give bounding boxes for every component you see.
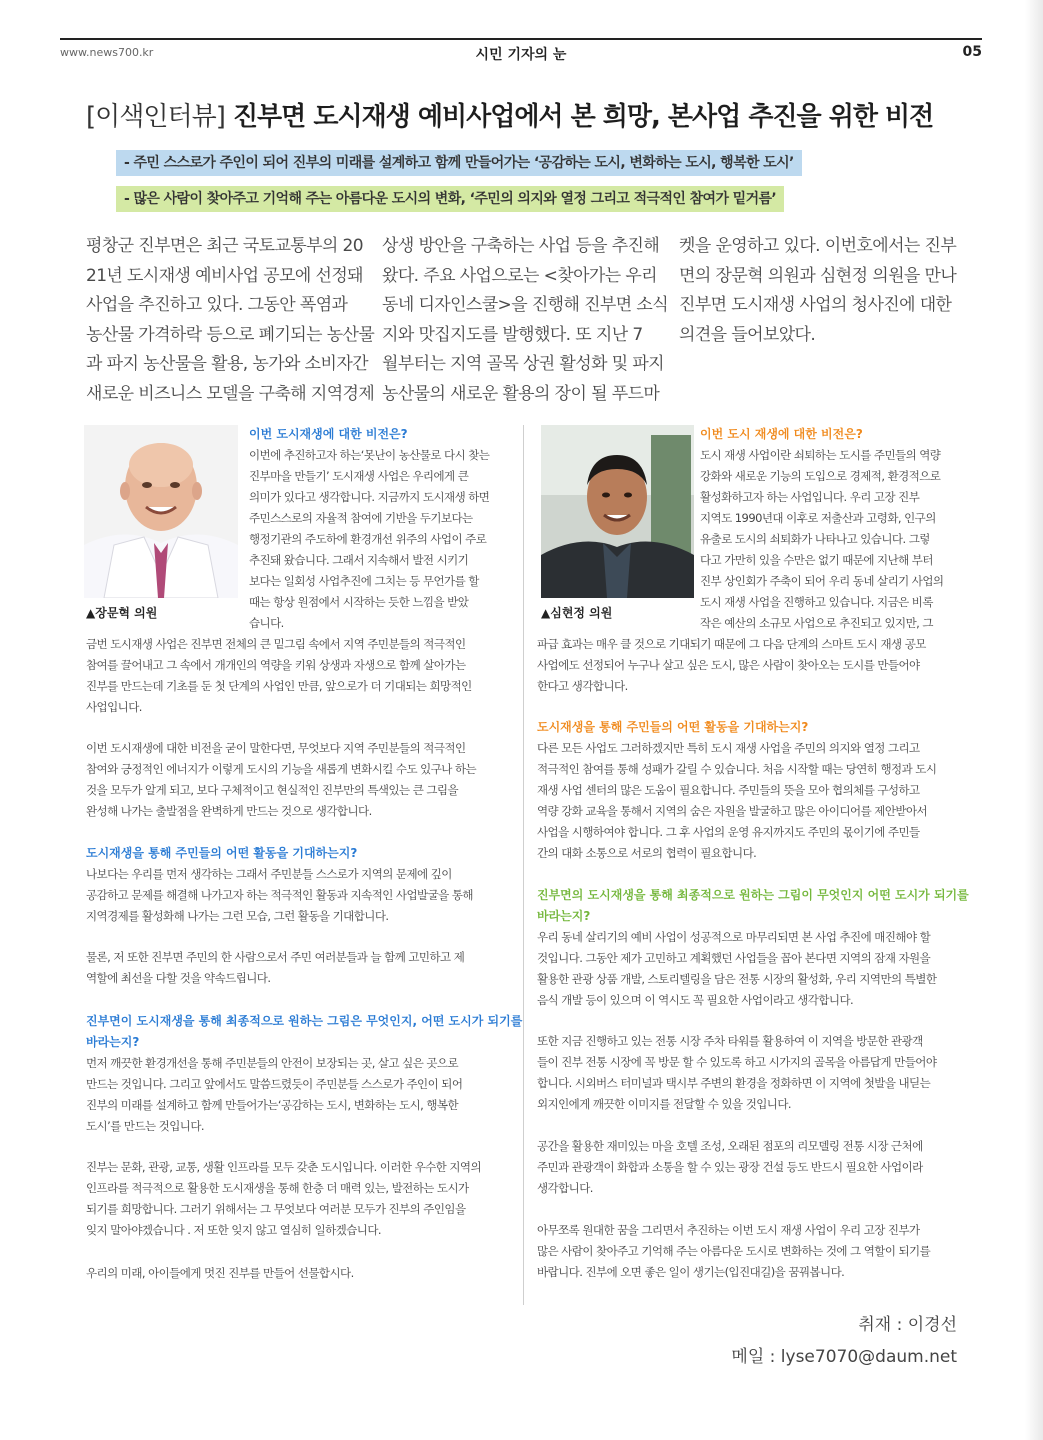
text-line: 이번에 추진하고자 하는‘못난이 농산물로 다시 찾는	[249, 448, 490, 462]
text-line: 역량 강화 교육을 통해서 지역의 숨은 자원을 발굴하고 많은 아이디어를 제안받아서	[537, 804, 928, 818]
reporter-email[interactable]: 메일 : lyse7070@daum.net	[731, 1347, 957, 1367]
text-line: 보다는 일회성 사업추진에 그치는 등 무언가를 할	[249, 574, 479, 588]
right-answer-3	[537, 927, 936, 1011]
right-answer-2	[537, 738, 936, 864]
left-answer-3	[86, 1053, 462, 1137]
lead-line: 켓을 운영하고 있다. 이번호에서는 진부	[679, 236, 957, 256]
header-section: 시민 기자의 눈	[475, 47, 567, 63]
caption-shim: ▲심현정 의원	[541, 606, 613, 620]
text-line: 다른 모든 사업도 그러하겠지만 특히 도시 재생 사업을 주민의 의지와 열정 그리고	[537, 741, 920, 755]
right-answer-3-more	[537, 1031, 936, 1115]
text-line: 합니다. 시외버스 터미널과 택시부 주변의 환경을 정화하면 이 지역에 첫발을 내딛는	[537, 1076, 931, 1090]
portrait-jang	[84, 425, 238, 598]
reporter-credit: 취재 : 이경선	[858, 1315, 957, 1335]
lead-line: 왔다. 주요 사업으로는 <찾아가는 우리	[382, 265, 657, 286]
text-line: 진부를 만드는데 기초를 둔 첫 단계의 사업인 만큼, 앞으로가 더 기대되는 희망적인	[86, 679, 472, 693]
lead-column-3	[679, 232, 956, 350]
left-answer-2-more	[86, 947, 464, 989]
right-answer-1-full	[537, 634, 926, 697]
text-line: 것입니다. 그동안 제가 고민하고 계획했던 사업들을 꼽아 본다면 지역의 잠재 자원을	[537, 951, 931, 965]
text-line: 진부 상인회가 주축이 되어 우리 동네 살리기 사업의	[700, 574, 944, 588]
lead-line: 농산물 가격하락 등으로 폐기되는 농산물	[86, 324, 375, 345]
text-line: 금번 도시재생 사업은 진부면 전체의 큰 밑그림 속에서 지역 주민분들의 적극적인	[86, 637, 466, 651]
article-tag: [이색인터뷰]	[86, 102, 225, 132]
left-answer-1-full	[86, 634, 472, 718]
lead-column-1	[86, 232, 374, 409]
text-line: 의미가 있다고 생각합니다. 지금까지 도시재생 하면	[249, 490, 490, 504]
question-line: 바라는지?	[86, 1035, 140, 1049]
text-line: 물론, 저 또한 진부면 주민의 한 사람으로서 주민 여러분들과 늘 함께 고민하고 제	[86, 950, 465, 964]
left-question-1: 이번 도시재생에 대한 비전은?	[249, 427, 408, 441]
text-line: 참여를 끌어내고 그 속에서 개개인의 역량을 키워 상생과 자생으로 함께 살아가는	[86, 658, 466, 672]
text-line: 만드는 것입니다. 그리고 앞에서도 말씀드렸듯이 주민분들 스스로가 주인이 되어	[86, 1077, 463, 1091]
right-question-3	[537, 885, 969, 927]
text-line: 한다고 생각합니다.	[537, 679, 628, 693]
question-line: 바라는지?	[537, 909, 591, 923]
text-line: 들이 진부 전통 시장에 꼭 방문 할 수 있도록 하고 시가지의 골목을 아름답게 만들어야	[537, 1055, 937, 1069]
text-line: 완성해 나가는 출발점을 완벽하게 만드는 것으로 생각합니다.	[86, 804, 372, 818]
text-line: 행정기관의 주도하에 환경개선 위주의 사업이 주로	[249, 532, 487, 546]
left-answer-1-beside	[249, 445, 489, 634]
question-line: 진부면이 도시재생을 통해 최종적으로 원하는 그림은 무엇인지, 어떤 도시가 되기를	[86, 1014, 523, 1028]
text-line: 습니다.	[249, 616, 284, 630]
lead-line: 농산물의 새로운 활용의 장이 될 푸드마	[382, 383, 660, 404]
text-line: 생각합니다.	[537, 1181, 593, 1195]
text-line: 공간을 활용한 재미있는 마을 호텔 조성, 오래된 점포의 리모델링 전통 시장 근처에	[537, 1139, 923, 1153]
text-line: 아무쪼록 원대한 꿈을 그리면서 추진하는 이번 도시 재생 사업이 우리 고장 진부가	[537, 1223, 920, 1237]
right-question-2: 도시재생을 통해 주민들의 어떤 활동을 기대하는지?	[537, 720, 809, 734]
lead-line: 면의 장문혁 의원과 심현정 의원을 만나	[679, 265, 957, 286]
lead-line: 평창군 진부면은 최근 국토교통부의 20	[86, 236, 363, 256]
left-closing	[86, 1263, 354, 1284]
left-question-3	[86, 1011, 522, 1053]
lead-line: 새로운 비즈니스 모델을 구축해 지역경제	[86, 383, 375, 404]
right-question-1: 이번 도시 재생에 대한 비전은?	[700, 427, 863, 441]
text-line: 작은 예산의 소규모 사업으로 추진되고 있지만, 그	[700, 616, 933, 630]
text-line: 바랍니다. 진부에 오면 좋은 일이 생기는(입진대길)을 꿈꿔봅니다.	[537, 1265, 845, 1279]
right-answer-3-more3	[537, 1220, 930, 1283]
text-line: 인프라를 적극적으로 활용한 도시재생을 통해 한층 더 매력 있는, 발전하는 도시가	[86, 1181, 469, 1195]
text-line: 이번 도시재생에 대한 비전을 굳이 말한다면, 무엇보다 지역 주민분들의 적극적인	[86, 741, 466, 755]
text-line: 역할에 최선을 다할 것을 약속드립니다.	[86, 971, 271, 985]
text-line: 유출로 도시의 쇠퇴화가 나타나고 있습니다. 그렇	[700, 532, 930, 546]
text-line: 활용한 관광 상품 개발, 스토리텔링을 담은 전통 시장의 활성화, 우리 지역만의 특별한	[537, 972, 937, 986]
lead-line: 사업을 추진하고 있다. 그동안 폭염과	[86, 295, 348, 315]
text-line: 외지인에게 깨끗한 이미지를 전달할 수 있을 것입니다.	[537, 1097, 792, 1111]
lead-line: 월부터는 지역 골목 상권 활성화 및 파지	[382, 354, 664, 374]
text-line: 잊지 말아야겠습니다 . 저 또한 잊지 않고 열심히 일하겠습니다.	[86, 1223, 382, 1237]
left-question-2: 도시재생을 통해 주민들의 어떤 활동을 기대하는지?	[86, 846, 358, 860]
lead-line: 상생 방안을 구축하는 사업 등을 추진해	[382, 236, 660, 256]
text-line: 지역도 1990년대 이후로 저출산과 고령화, 인구의	[700, 511, 936, 525]
text-line: 도시 재생 사업을 진행하고 있습니다. 지금은 비록	[700, 595, 933, 609]
portrait-shim-illustration	[541, 425, 694, 598]
text-line: 많은 사람이 찾아주고 기억해 주는 아름다운 도시로 변화하는 것에 그 역할이 되기를	[537, 1244, 931, 1258]
column-divider	[523, 425, 524, 1305]
text-line: 다고 가만히 있을 수만은 없기 때문에 지난해 부터	[700, 553, 933, 567]
lead-line: 과 파지 농산물을 활용, 농가와 소비자간	[86, 354, 368, 374]
page-header	[60, 38, 982, 64]
text-line: 나보다는 우리를 먼저 생각하는 그래서 주민분들 스스로가 지역의 문제에 깊이	[86, 867, 452, 881]
text-line: 지역경제를 활성화해 나가는 그런 모습, 그런 활동을 기대합니다.	[86, 909, 389, 923]
text-line: 것을 모두가 알게 되고, 보다 구체적이고 현실적인 진부만의 특색있는 큰 그림을	[86, 783, 459, 797]
left-answer-3-more	[86, 1157, 481, 1241]
text-line: 강화와 새로운 기능의 도입으로 경제적, 환경적으로	[700, 469, 941, 483]
text-line: 우리의 미래, 아이들에게 멋진 진부를 만들어 선물합시다.	[86, 1266, 354, 1280]
text-line: 간의 대화 소통으로 서로의 협력이 필요합니다.	[537, 846, 757, 860]
left-answer-1-more	[86, 738, 476, 822]
subtitle-1: - 주민 스스로가 주인이 되어 진부의 미래를 설계하고 함께 만들어가는 ‘공감하는 도시, 변화하는 도시, 행복한 도시’	[116, 150, 802, 176]
page-edge-shadow	[1025, 0, 1043, 1440]
text-line: 우리 동네 살리기의 예비 사업이 성공적으로 마무리되면 본 사업 추진에 매진해야 할	[537, 930, 931, 944]
lead-line: 의견을 들어보았다.	[679, 324, 816, 345]
text-line: 도시 재생 사업이란 쇠퇴하는 도시를 주민들의 역량	[700, 448, 941, 462]
text-line: 주민스스로의 자율적 참여에 기반을 두기보다는	[249, 511, 473, 525]
portrait-jang-illustration	[84, 425, 238, 598]
right-answer-3-more2	[537, 1136, 923, 1199]
right-answer-1-beside	[700, 445, 943, 634]
text-line: 사업입니다.	[86, 700, 142, 714]
text-line: 파급 효과는 매우 클 것으로 기대되기 때문에 그 다음 단계의 스마트 도시 재생 공모	[537, 637, 926, 651]
left-answer-2	[86, 864, 473, 927]
text-line: 되기를 희망합니다. 그러기 위해서는 그 무엇보다 여러분 모두가 진부의 주인임을	[86, 1202, 466, 1216]
lead-column-2	[382, 232, 668, 409]
question-line: 진부면의 도시재생을 통해 최종적으로 원하는 그림이 무엇인지 어떤 도시가 되기를	[537, 888, 969, 902]
text-line: 주민과 관광객이 화합과 소통을 할 수 있는 광장 건설 등도 반드시 필요한 사업이라	[537, 1160, 923, 1174]
text-line: 음식 개발 등이 있으며 이 역시도 꼭 필요한 사업이라고 생각합니다.	[537, 993, 854, 1007]
caption-jang: ▲장문혁 의원	[86, 606, 158, 620]
text-line: 때는 항상 원점에서 시작하는 듯한 느낌을 받았	[249, 595, 469, 609]
text-line: 참여와 긍정적인 에너지가 이렇게 도시의 기능을 새롭게 변화시킬 수도 있구나 하는	[86, 762, 477, 776]
text-line: 사업을 시행하여야 합니다. 그 후 사업의 운영 유지까지도 주민의 몫이기에 주민들	[537, 825, 920, 839]
text-line: 진부는 문화, 관광, 교통, 생활 인프라를 모두 갖춘 도시입니다. 이러한 우수한 지역의	[86, 1160, 482, 1174]
text-line: 사업에도 선정되어 누구나 살고 싶은 도시, 많은 사람이 찾아오는 도시를 만들어야	[537, 658, 920, 672]
page-number: 05	[962, 44, 982, 60]
text-line: 공감하고 문제를 해결해 나가고자 하는 적극적인 활동과 지속적인 사업발굴을 통해	[86, 888, 473, 902]
portrait-shim	[541, 425, 694, 598]
subtitle-2: - 많은 사람이 찾아주고 기억해 주는 아름다운 도시의 변화, ‘주민의 의지와 열정 그리고 적극적인 참여가 밑거름’	[116, 186, 784, 212]
text-line: 활성화하고자 하는 사업입니다. 우리 고장 진부	[700, 490, 920, 504]
article-headline: 진부면 도시재생 예비사업에서 본 희망, 본사업 추진을 위한 비전	[232, 102, 934, 132]
text-line: 재생 사업 센터의 많은 도움이 필요합니다. 주민들의 뜻을 모아 협의체를 구성하고	[537, 783, 920, 797]
lead-line: 지와 맛집지도를 발행했다. 또 지난 7	[382, 324, 643, 345]
lead-line: 진부면 도시재생 사업의 청사진에 대한	[679, 295, 952, 315]
article-title	[86, 96, 976, 133]
text-line: 진부의 미래를 설계하고 함께 만들어가는‘공감하는 도시, 변화하는 도시, 행복한	[86, 1098, 459, 1112]
header-url[interactable]: www.news700.kr	[60, 46, 154, 59]
text-line: 적극적인 참여를 통해 성패가 갈릴 수 있습니다. 처음 시작할 때는 당연히 행정과 도시	[537, 762, 937, 776]
text-line: 진부마을 만들기’ 도시재생 사업은 우리에게 큰	[249, 469, 469, 483]
text-line: 또한 지금 진행하고 있는 전통 시장 주차 타워를 활용하여 이 지역을 방문한 관광객	[537, 1034, 923, 1048]
lead-line: 21년 도시재생 예비사업 공모에 선정돼	[86, 265, 363, 286]
text-line: 먼저 깨끗한 환경개선을 통해 주민분들의 안전이 보장되는 곳, 살고 싶은 곳으로	[86, 1056, 459, 1070]
lead-line: 동네 디자인스쿨>을 진행해 진부면 소식	[382, 295, 669, 315]
text-line: 도시’를 만드는 것입니다.	[86, 1119, 205, 1133]
text-line: 추진돼 왔습니다. 그래서 지속해서 발전 시키기	[249, 553, 469, 567]
